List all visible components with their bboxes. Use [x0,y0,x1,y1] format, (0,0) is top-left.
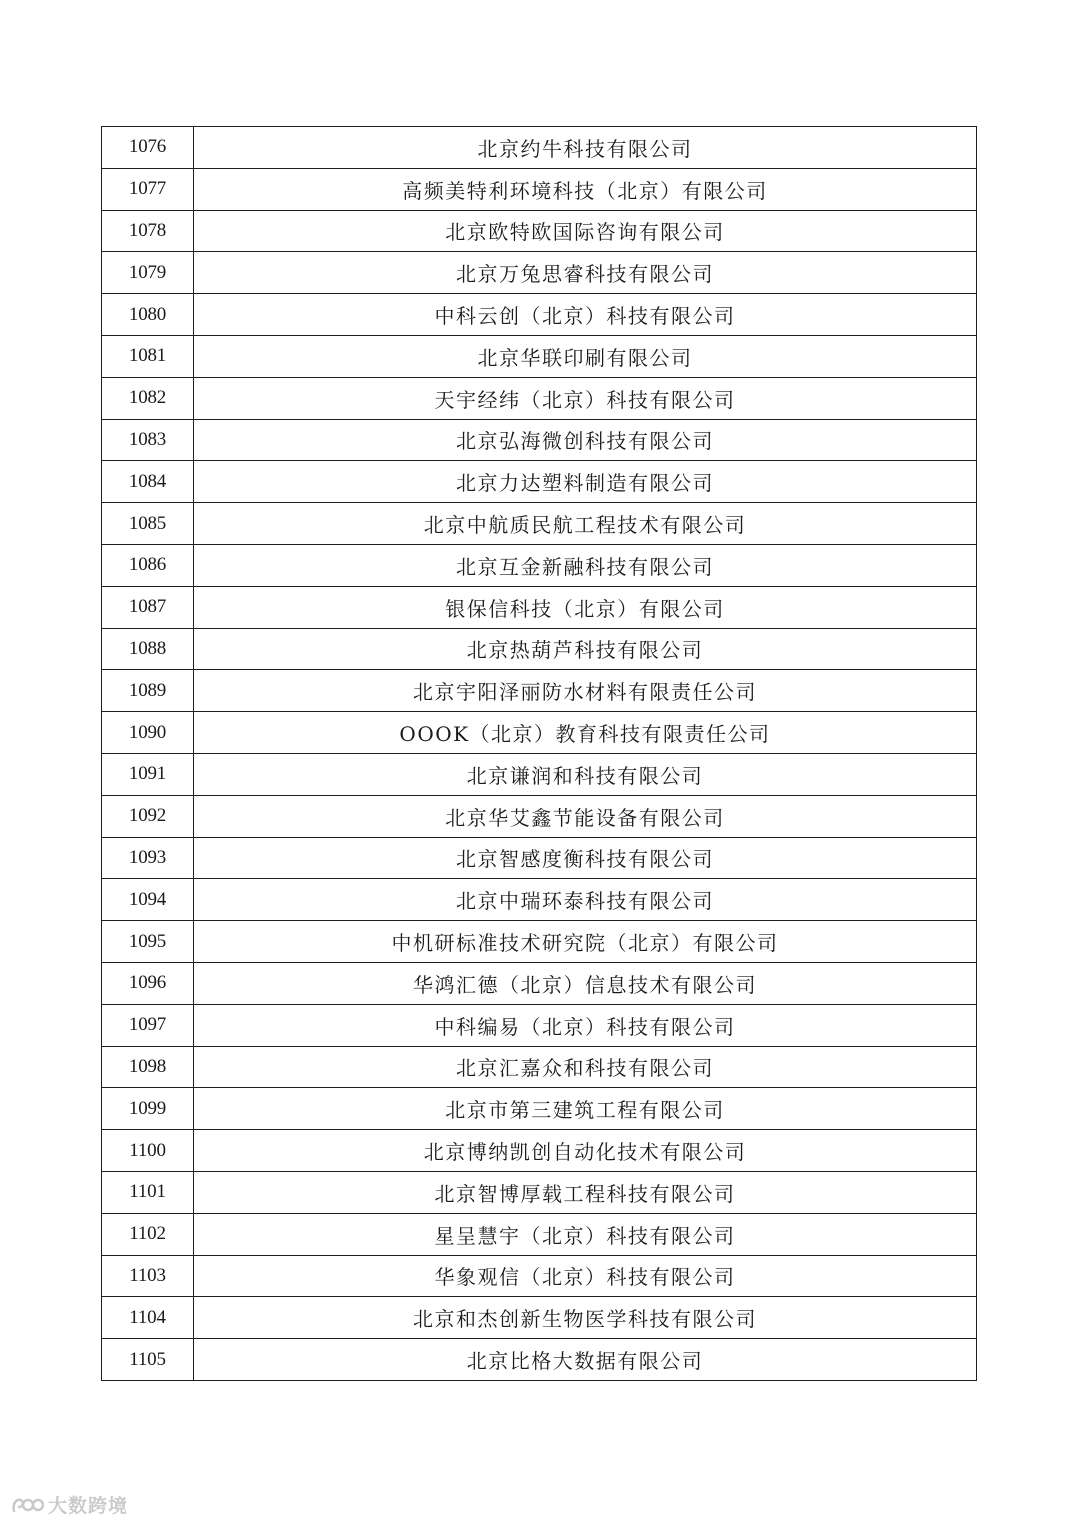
row-number-cell: 1103 [102,1255,194,1297]
company-name-cell: 北京力达塑料制造有限公司 [194,461,977,503]
row-number-cell: 1095 [102,921,194,963]
company-name-cell: 中机研标准技术研究院（北京）有限公司 [194,921,977,963]
company-name-cell: 华象观信（北京）科技有限公司 [194,1255,977,1297]
table-row [102,1339,977,1381]
table-row [102,712,977,754]
table-row [102,127,977,169]
company-name-cell: 高频美特利环境科技（北京）有限公司 [194,168,977,210]
company-name-cell: 北京互金新融科技有限公司 [194,544,977,586]
company-name-cell: 北京热葫芦科技有限公司 [194,628,977,670]
company-name-cell: 中科云创（北京）科技有限公司 [194,294,977,336]
table-row [102,168,977,210]
table-row [102,419,977,461]
table-row [102,1088,977,1130]
company-name-cell: 华鸿汇德（北京）信息技术有限公司 [194,962,977,1004]
company-name-cell: 北京智博厚载工程科技有限公司 [194,1171,977,1213]
dashuju-logo-icon [10,1493,44,1517]
row-number-cell: 1078 [102,210,194,252]
row-number-cell: 1096 [102,962,194,1004]
row-number-cell: 1082 [102,377,194,419]
company-name-cell: 银保信科技（北京）有限公司 [194,586,977,628]
row-number-cell: 1093 [102,837,194,879]
company-name-cell: 北京中航质民航工程技术有限公司 [194,503,977,545]
row-number-cell: 1083 [102,419,194,461]
row-number-cell: 1089 [102,670,194,712]
table-row [102,544,977,586]
row-number-cell: 1087 [102,586,194,628]
company-name-cell: 北京智感度衡科技有限公司 [194,837,977,879]
table-row [102,252,977,294]
row-number-cell: 1105 [102,1339,194,1381]
row-number-cell: 1091 [102,753,194,795]
table-row [102,294,977,336]
watermark [10,1491,128,1518]
table-row [102,1297,977,1339]
table-row [102,377,977,419]
row-number-cell: 1090 [102,712,194,754]
company-name-cell: 北京和杰创新生物医学科技有限公司 [194,1297,977,1339]
row-number-cell: 1104 [102,1297,194,1339]
company-name-cell: 北京欧特欧国际咨询有限公司 [194,210,977,252]
row-number-cell: 1086 [102,544,194,586]
table-row [102,1004,977,1046]
table-row [102,1046,977,1088]
company-name-cell: OOOK（北京）教育科技有限责任公司 [194,712,977,754]
company-name-cell: 北京宇阳泽丽防水材料有限责任公司 [194,670,977,712]
table-row [102,1213,977,1255]
table-row [102,1255,977,1297]
company-name-cell: 北京市第三建筑工程有限公司 [194,1088,977,1130]
table-row [102,1130,977,1172]
row-number-cell: 1079 [102,252,194,294]
row-number-cell: 1097 [102,1004,194,1046]
row-number-cell: 1080 [102,294,194,336]
row-number-cell: 1098 [102,1046,194,1088]
row-number-cell: 1101 [102,1171,194,1213]
table-row [102,753,977,795]
table-row [102,921,977,963]
row-number-cell: 1092 [102,795,194,837]
company-name-cell: 北京华联印刷有限公司 [194,335,977,377]
company-name-cell: 北京弘海微创科技有限公司 [194,419,977,461]
row-number-cell: 1100 [102,1130,194,1172]
row-number-cell: 1099 [102,1088,194,1130]
row-number-cell: 1084 [102,461,194,503]
table-row [102,628,977,670]
company-name-cell: 北京比格大数据有限公司 [194,1339,977,1381]
table-row [102,1171,977,1213]
watermark-text: 大数跨境 [48,1495,129,1517]
table-row [102,335,977,377]
company-name-cell: 星呈慧宇（北京）科技有限公司 [194,1213,977,1255]
table-row [102,670,977,712]
company-name-cell: 北京万兔思睿科技有限公司 [194,252,977,294]
table-row [102,962,977,1004]
row-number-cell: 1077 [102,168,194,210]
table-row [102,461,977,503]
company-name-cell: 中科编易（北京）科技有限公司 [194,1004,977,1046]
table-row [102,795,977,837]
row-number-cell: 1085 [102,503,194,545]
company-name-cell: 北京博纳凯创自动化技术有限公司 [194,1130,977,1172]
table-row [102,879,977,921]
table-row [102,837,977,879]
row-number-cell: 1102 [102,1213,194,1255]
company-list-body [102,127,977,1381]
table-row [102,586,977,628]
row-number-cell: 1081 [102,335,194,377]
table-row [102,503,977,545]
company-name-cell: 北京中瑞环泰科技有限公司 [194,879,977,921]
row-number-cell: 1094 [102,879,194,921]
table-row [102,210,977,252]
company-name-cell: 天宇经纬（北京）科技有限公司 [194,377,977,419]
company-name-cell: 北京华艾鑫节能设备有限公司 [194,795,977,837]
company-name-cell: 北京汇嘉众和科技有限公司 [194,1046,977,1088]
company-name-cell: 北京约牛科技有限公司 [194,127,977,169]
row-number-cell: 1076 [102,127,194,169]
company-list-table [101,126,977,1381]
company-name-cell: 北京谦润和科技有限公司 [194,753,977,795]
row-number-cell: 1088 [102,628,194,670]
